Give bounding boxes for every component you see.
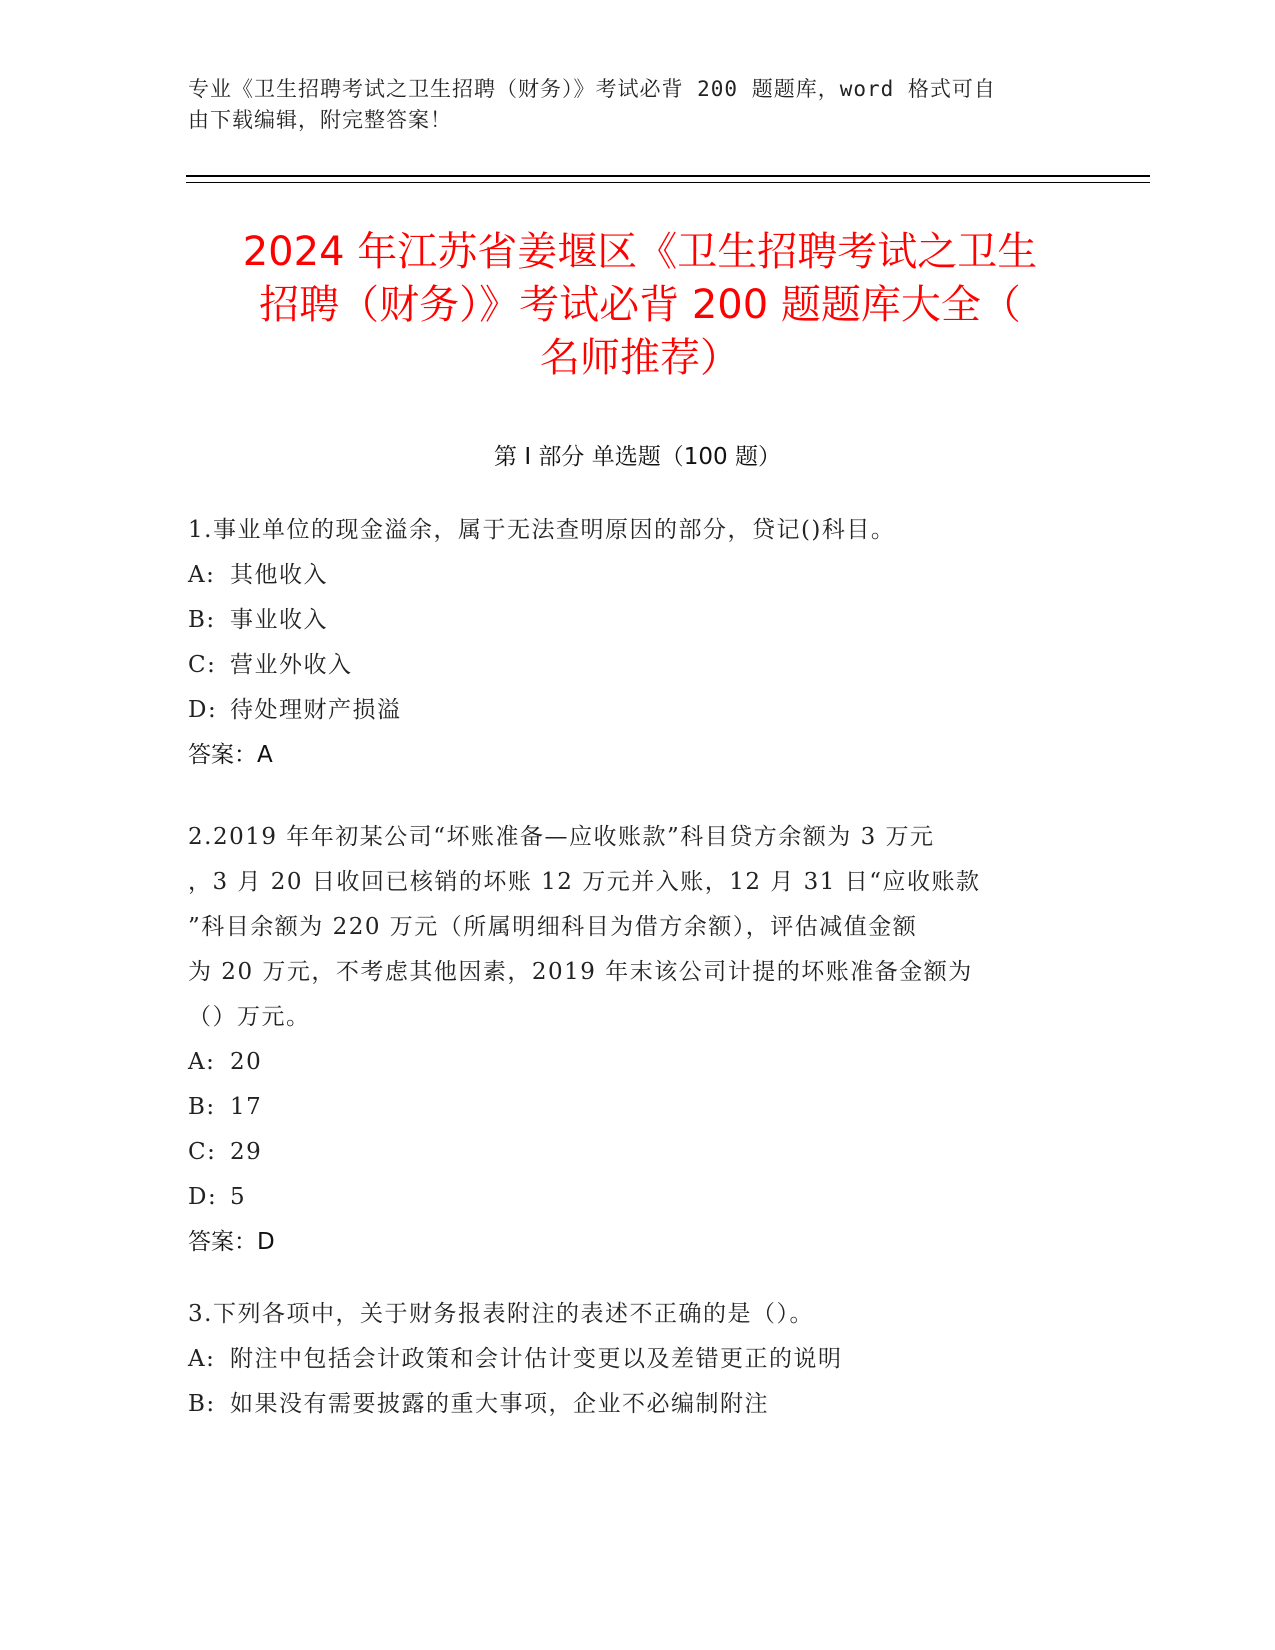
question-stem: ”科目余额为 220 万元（所属明细科目为借方余额），评估减值金额	[188, 914, 918, 940]
question-stem: 1.事业单位的现金溢余，属于无法查明原因的部分，贷记()科目。	[188, 517, 896, 543]
question-stem: 为 20 万元，不考虑其他因素，2019 年末该公司计提的坏账准备金额为	[188, 959, 973, 985]
question-stem: 2.2019 年年初某公司“坏账准备—应收账款”科目贷方余额为 3 万元	[188, 824, 935, 850]
title-line: 2024 年江苏省姜堰区《卫生招聘考试之卫生	[242, 229, 1038, 275]
option-c: C: 29	[188, 1139, 263, 1165]
question-1	[188, 508, 1088, 778]
question-stem: 3.下列各项中，关于财务报表附注的表述不正确的是（）。	[188, 1301, 814, 1327]
title-line: 名师推荐）	[540, 335, 740, 381]
header-rule-thick	[186, 175, 1150, 177]
option-a: A: 其他收入	[188, 562, 328, 588]
option-d: D: 5	[188, 1184, 247, 1210]
question-stem: ，3 月 20 日收回已核销的坏账 12 万元并入账，12 月 31 日“应收账款	[188, 869, 981, 895]
option-a: A: 附注中包括会计政策和会计估计变更以及差错更正的说明	[188, 1346, 843, 1372]
option-b: B: 如果没有需要披露的重大事项，企业不必编制附注	[188, 1391, 769, 1417]
answer: 答案：A	[188, 742, 273, 768]
intro-line: 专业《卫生招聘考试之卫生招聘（财务）》考试必背 200 题题库，word 格式可自	[188, 77, 996, 101]
option-b: B: 事业收入	[188, 607, 328, 633]
intro-text	[188, 74, 1068, 136]
question-3	[188, 1292, 1088, 1427]
answer: 答案：D	[188, 1229, 275, 1255]
intro-line: 由下载编辑，附完整答案！	[188, 108, 452, 132]
title-line: 招聘（财务）》考试必背 200 题题库大全（	[259, 282, 1021, 328]
option-b: B: 17	[188, 1094, 263, 1120]
option-c: C: 营业外收入	[188, 652, 353, 678]
option-d: D: 待处理财产损溢	[188, 697, 402, 723]
section-heading: 第 I 部分 单选题（100 题）	[494, 444, 781, 470]
document-title	[180, 226, 1100, 385]
header-rule-thin	[186, 182, 1150, 183]
option-a: A: 20	[188, 1049, 263, 1075]
question-2	[188, 815, 1088, 1265]
question-stem: （）万元。	[188, 1004, 311, 1030]
